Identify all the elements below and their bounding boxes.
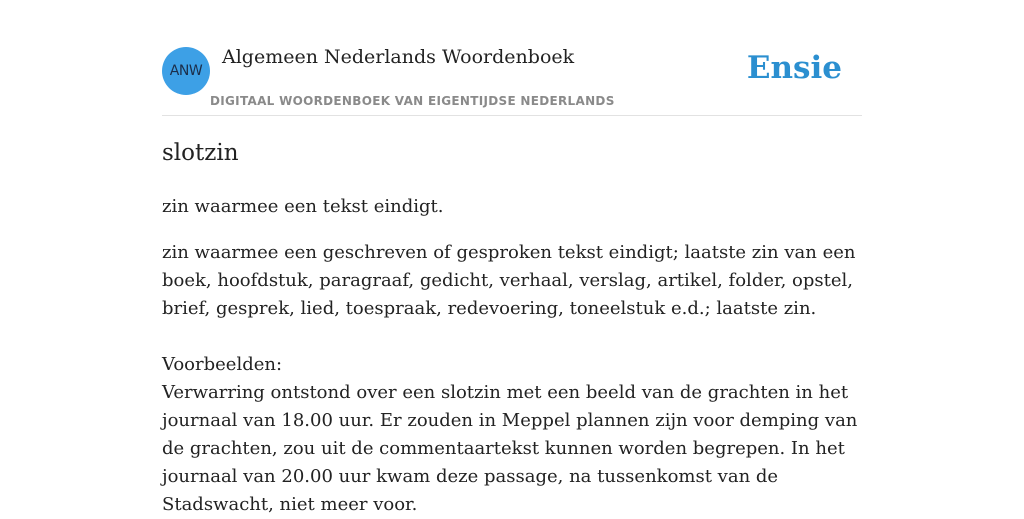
ensie-brand-link[interactable]: Ensie xyxy=(746,50,842,86)
headword: slotzin xyxy=(162,140,239,166)
logo-text: ANW xyxy=(169,63,203,79)
short-definition: zin waarmee een tekst eindigt. xyxy=(162,196,444,217)
long-definition: zin waarmee een geschreven of gesproken tekst eindigt; laatste zin van een boek, hoofdstuk, paragraaf, gedicht, verhaal, verslag, artikel, folder, opstel, brief, gesprek, lied, toespraak, redevoering, toneelstuk e.d.; laatste zin. xyxy=(162,242,856,319)
site-header xyxy=(162,0,862,116)
examples-label: Voorbeelden: xyxy=(162,354,283,375)
page xyxy=(162,0,862,515)
site-subtitle: DIGITAAL WOORDENBOEK VAN EIGENTIJDSE NEDERLANDS xyxy=(210,94,615,108)
anw-logo[interactable] xyxy=(162,47,210,95)
example-text: Verwarring ontstond over een slotzin met een beeld van de grachten in het journaal van 18.00 uur. Er zouden in Meppel plannen zijn voor demping van de grachten, zou uit de commentaartekst kunnen worden begrepen. In het journaal van 20.00 uur kwam deze passage, na tussenkomst van de Stadswacht, niet meer voor. xyxy=(162,382,858,515)
site-title: Algemeen Nederlands Woordenboek xyxy=(222,46,575,68)
